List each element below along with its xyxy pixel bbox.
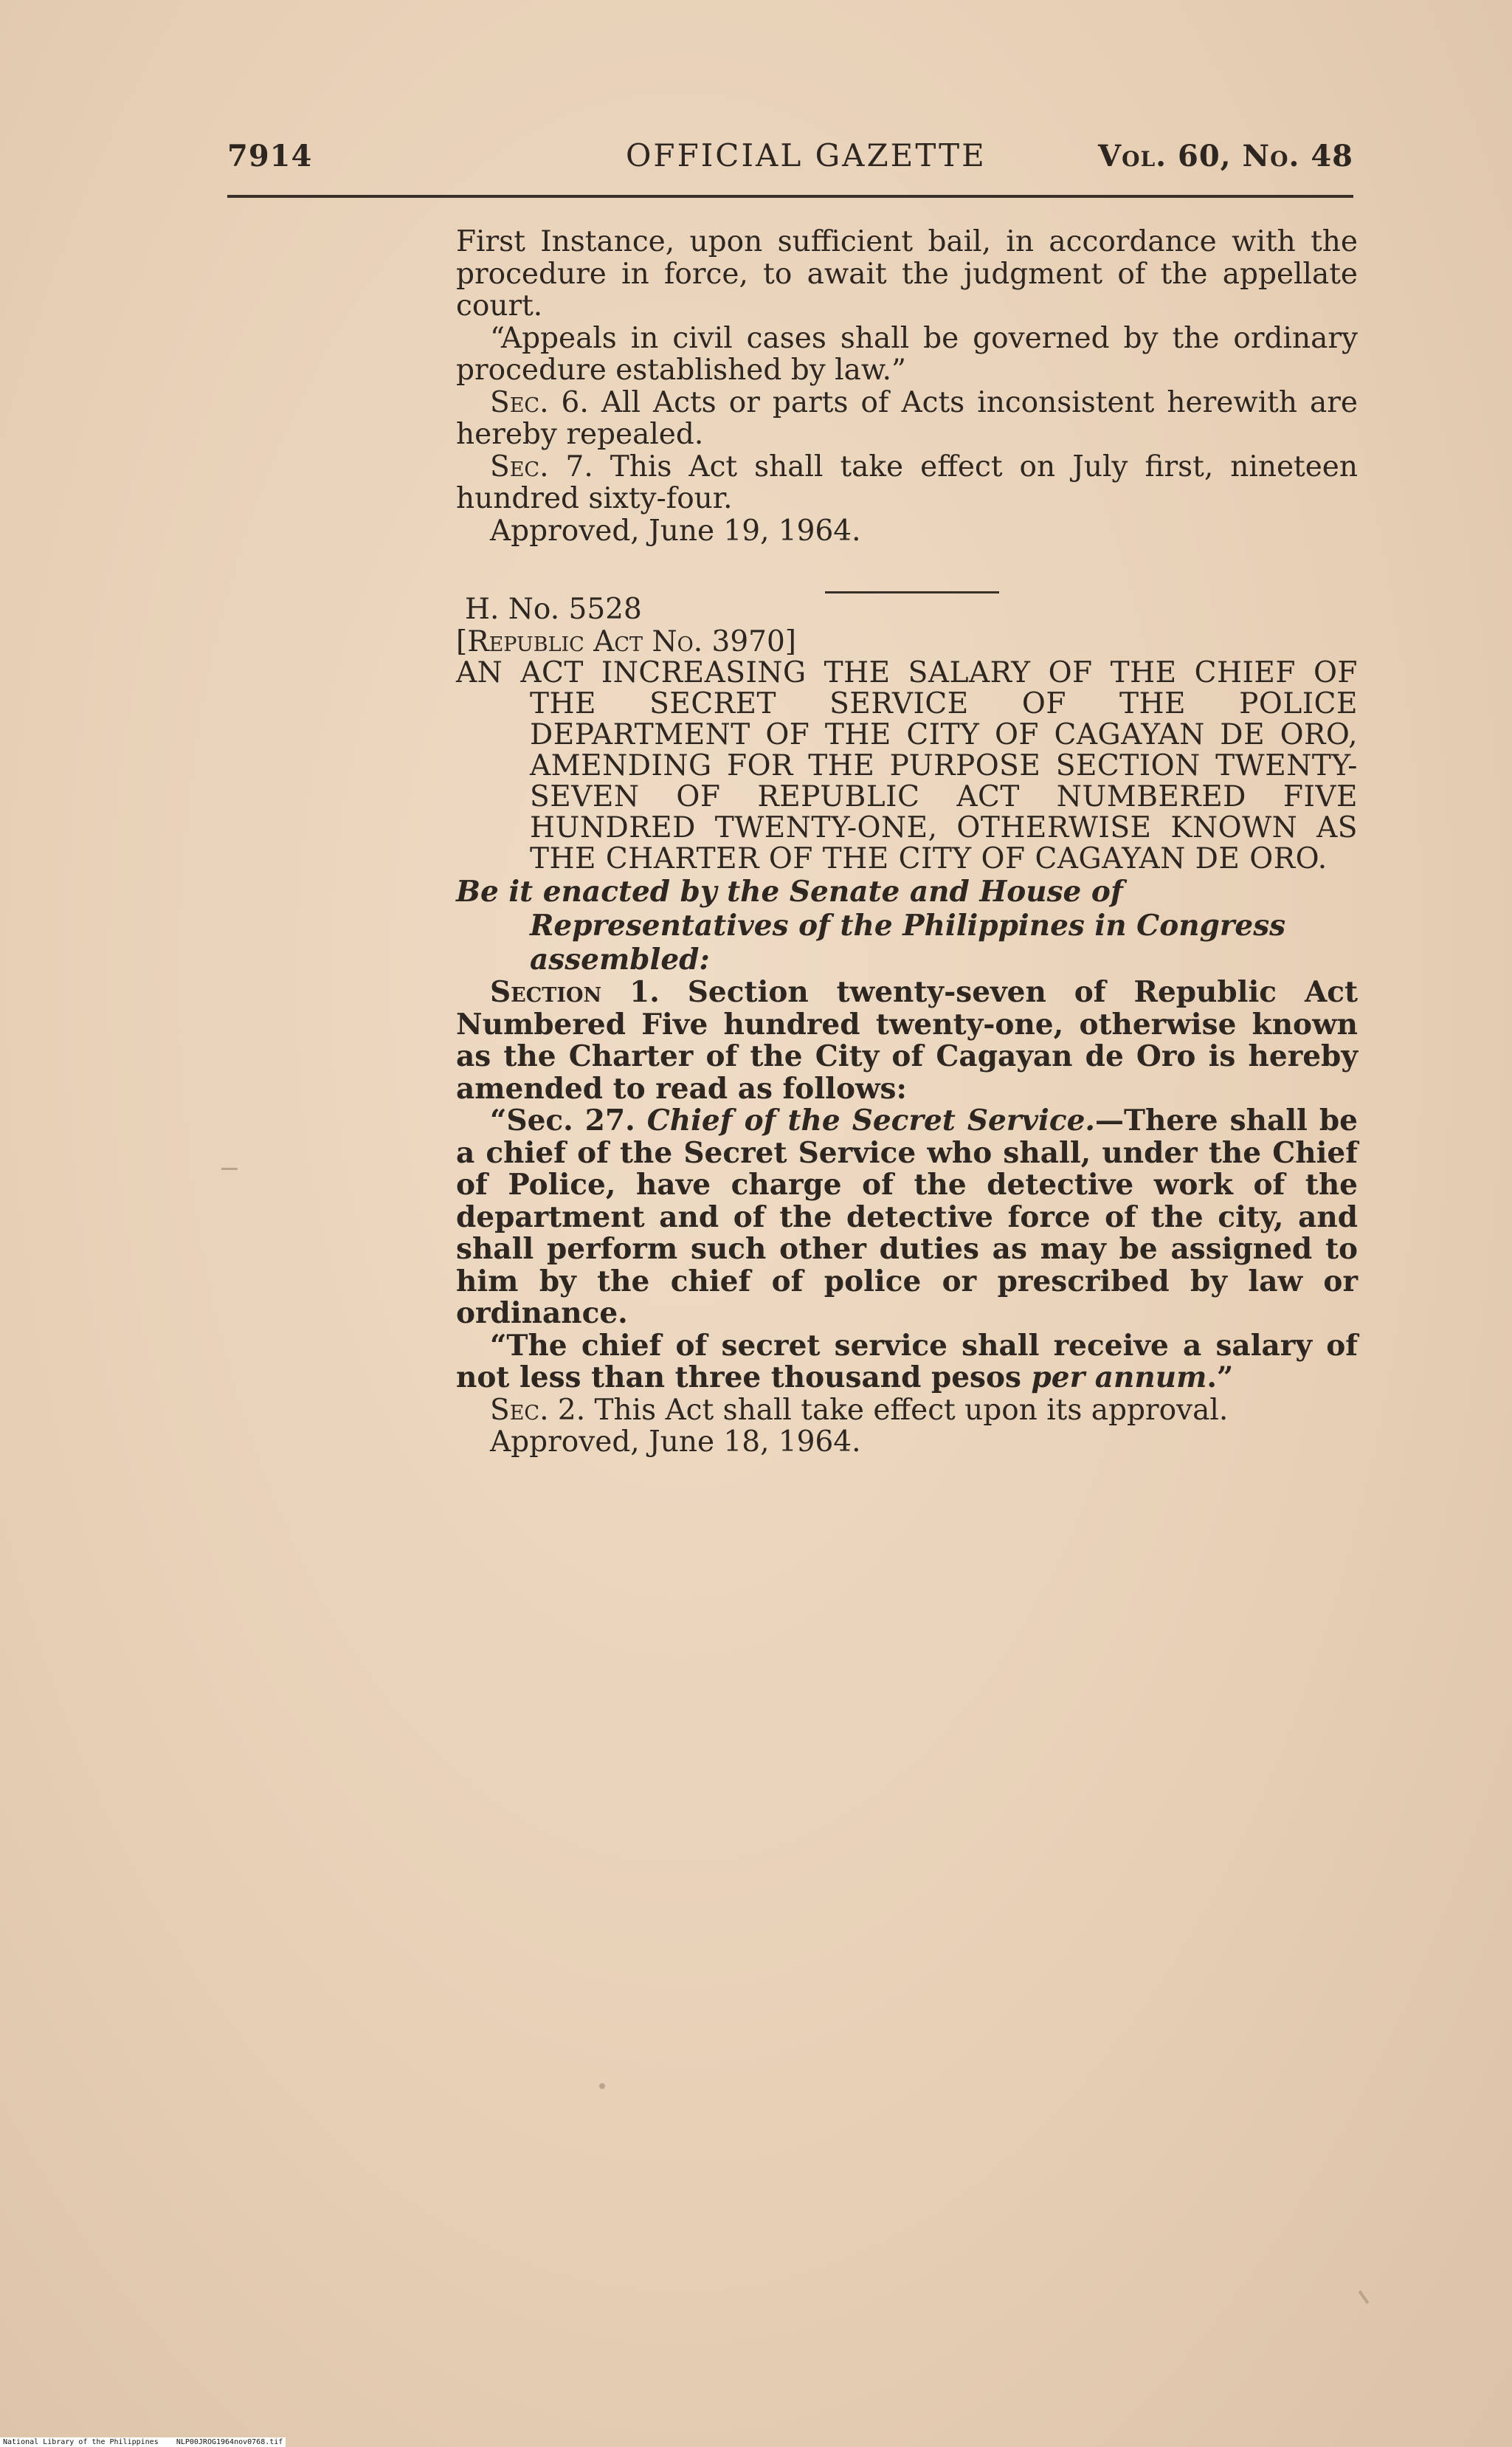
- act-title: AN ACT INCREASING THE SALARY OF THE CHIEF OF THE SECRET SERVICE OF THE POLICE DEPARTMENT OF THE CITY OF CAGAYAN DE ORO, AMENDING FOR THE PURPOSE SECTION TWENTY-SEVEN OF REPUBLIC ACT NUMBERED FIVE HUNDRED TWENTY-ONE, OTHERWISE KNOWN AS THE CHARTER OF THE CITY OF CAGAYAN DE ORO.: [456, 656, 1358, 875]
- salary-text-b: per annum: [1031, 1360, 1207, 1394]
- republic-act-number: [Republic Act No. 3970]: [456, 624, 796, 658]
- scan-speck: [221, 1168, 238, 1170]
- section-27-text: —There shall be a chief of the Secret Service who shall, under the Chief of Police, have charge of the detective work of the department and of the detective force of the city, and shall perform such other duties as may be assigned to him by the chief of police or prescribed by law or ordinance.: [456, 1104, 1358, 1330]
- approved-date-2: Approved, June 18, 1964.: [490, 1425, 861, 1459]
- section-2-text: 2. This Act shall take effect upon its approval.: [548, 1393, 1229, 1427]
- section-6-text: 6. All Acts or parts of Acts inconsistent herewith are hereby repealed.: [456, 385, 1358, 451]
- salary-text-a: “The chief of secret service shall receive a salary of not less than three thousand pesos: [456, 1328, 1358, 1394]
- section-7-text: 7. This Act shall take effect on July first, nineteen hundred sixty-four.: [456, 450, 1358, 515]
- page-body: [456, 226, 1358, 1459]
- scan-credit: National Library of the Philippines: [3, 2438, 159, 2446]
- house-number: H. No. 5528: [465, 593, 642, 626]
- volume-number: Vol. 60, No. 48: [1098, 139, 1353, 173]
- salary-text-c: .”: [1207, 1360, 1234, 1394]
- salary-paragraph: [456, 1330, 1358, 1394]
- approved-date-1: Approved, June 19, 1964.: [490, 514, 861, 548]
- header-rule: [227, 195, 1353, 198]
- section-7-label: Sec.: [490, 450, 549, 483]
- section-27-prefix: “Sec. 27.: [490, 1104, 635, 1138]
- scan-filename: NLP00JROG1964nov0768.tif: [176, 2438, 283, 2446]
- enacting-clause: Be it enacted by the Senate and House of Representatives of the Philippines in Congress assembled:: [456, 875, 1286, 977]
- section-27-heading: Chief of the Secret Service.: [635, 1104, 1096, 1138]
- section-1-label: Section: [490, 975, 602, 1009]
- section-27: [456, 1105, 1358, 1330]
- page-header: [227, 133, 1353, 177]
- paragraph-continuation: First Instance, upon sufficient bail, in accordance with the procedure in force, to await the judgment of the appellate court.: [456, 225, 1358, 323]
- section-2-label: Sec.: [490, 1393, 549, 1427]
- section-7: [456, 451, 1358, 515]
- page-number: 7914: [227, 139, 313, 173]
- section-1-text: 1. Section twenty-seven of Republic Act Numbered Five hundred twenty-one, otherwise known as the Charter of the City of Cagayan de Oro is hereby amended to read as follows:: [456, 975, 1358, 1106]
- scan-speck: [1359, 2291, 1370, 2305]
- section-1: [456, 977, 1358, 1105]
- publication-title: OFFICIAL GAZETTE: [626, 137, 987, 173]
- scan-speck: [599, 2083, 605, 2089]
- section-6: [456, 387, 1358, 451]
- section-6-label: Sec.: [490, 385, 549, 419]
- scan-footer: [0, 2437, 286, 2447]
- section-2: [456, 1394, 1358, 1427]
- paragraph-appeals: “Appeals in civil cases shall be governed by the ordinary procedure established by law.”: [456, 321, 1358, 387]
